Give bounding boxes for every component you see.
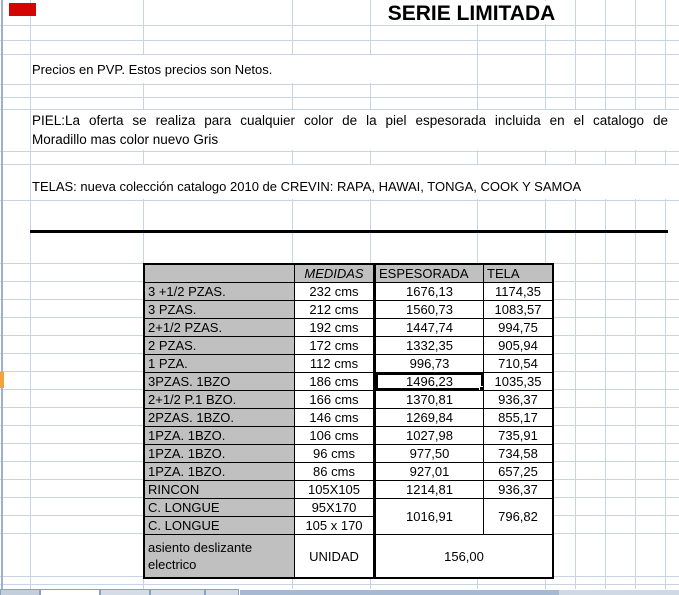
section-divider-line <box>30 230 668 233</box>
gridline <box>30 0 31 589</box>
table-row <box>144 337 553 355</box>
cell-tela[interactable]: 657,25 <box>484 463 554 481</box>
cell-label[interactable]: 3PZAS. 1BZO <box>144 373 295 391</box>
cell-espesorada[interactable]: 977,50 <box>375 445 484 463</box>
cell-espesorada-merged[interactable]: 1016,91 <box>375 499 484 535</box>
table-row <box>144 409 553 427</box>
cell-tela[interactable]: 905,94 <box>484 337 554 355</box>
table-row <box>144 283 553 301</box>
cell-medidas[interactable]: 106 cms <box>295 427 375 445</box>
header-empty[interactable] <box>144 264 295 283</box>
table-row <box>144 355 553 373</box>
cell-tela[interactable]: 855,17 <box>484 409 554 427</box>
cell-medidas[interactable]: 86 cms <box>295 463 375 481</box>
cell-medidas[interactable]: 192 cms <box>295 319 375 337</box>
cell-tela[interactable]: 1083,57 <box>484 301 554 319</box>
cell-tela[interactable]: 994,75 <box>484 319 554 337</box>
cell-medidas[interactable]: 96 cms <box>295 445 375 463</box>
cell-tela[interactable]: 936,37 <box>484 481 554 499</box>
header-espesorada[interactable]: ESPESORADA <box>375 264 484 283</box>
table-row <box>144 535 553 579</box>
cell-medidas[interactable]: 166 cms <box>295 391 375 409</box>
horizontal-scrollbar[interactable] <box>240 590 559 595</box>
sheet-tab[interactable] <box>100 589 150 595</box>
cell-espesorada[interactable]: 1214,81 <box>375 481 484 499</box>
fill-handle[interactable] <box>479 386 484 391</box>
sheet-tab[interactable] <box>0 589 40 595</box>
red-marker <box>9 3 36 16</box>
header-tela[interactable]: TELA <box>484 264 554 283</box>
cell-label[interactable]: asiento deslizante electrico <box>144 535 295 579</box>
cell-medidas[interactable]: 172 cms <box>295 337 375 355</box>
cell-label[interactable]: 2PZAS. 1BZO. <box>144 409 295 427</box>
cell-espesorada[interactable]: 1447,74 <box>375 319 484 337</box>
orange-marker <box>0 372 4 388</box>
gridline <box>575 0 576 589</box>
gridline <box>665 0 666 589</box>
cell-espesorada[interactable]: 1332,35 <box>375 337 484 355</box>
gridline <box>0 97 679 98</box>
cell-label[interactable]: 3 PZAS. <box>144 301 295 319</box>
gridline <box>0 40 679 41</box>
cell-label[interactable]: 1 PZA. <box>144 355 295 373</box>
cell-valor-merged[interactable]: 156,00 <box>375 535 554 579</box>
cell-espesorada[interactable]: 1676,13 <box>375 283 484 301</box>
gridline <box>0 584 679 585</box>
note-telas[interactable]: TELAS: nueva colección catalogo 2010 de CREVIN: RAPA, HAWAI, TONGA, COOK Y SAMOA <box>32 179 582 194</box>
page-title[interactable]: SERIE LIMITADA <box>387 2 556 25</box>
cell-label[interactable]: 3 +1/2 PZAS. <box>144 283 295 301</box>
cell-label[interactable]: 2 PZAS. <box>144 337 295 355</box>
cell-medidas[interactable]: 112 cms <box>295 355 375 373</box>
cell-label[interactable]: C. LONGUE <box>144 517 295 535</box>
selected-cell-border <box>376 373 483 390</box>
table-row <box>144 373 553 391</box>
cell-medidas[interactable]: 95X170 <box>295 499 375 517</box>
cell-espesorada[interactable]: 1560,73 <box>375 301 484 319</box>
table-row <box>144 427 553 445</box>
note-precios[interactable]: Precios en PVP. Estos precios son Netos. <box>32 62 273 77</box>
cell-espesorada[interactable]: 927,01 <box>375 463 484 481</box>
cell-tela[interactable]: 936,37 <box>484 391 554 409</box>
cell-label[interactable]: 2+1/2 P.1 BZO. <box>144 391 295 409</box>
sheet-tab[interactable] <box>40 589 100 595</box>
cell-medidas[interactable]: 212 cms <box>295 301 375 319</box>
cell-espesorada-selected[interactable] <box>375 373 484 391</box>
sheet-tab[interactable] <box>150 589 205 595</box>
horizontal-scrollbar-track[interactable] <box>559 590 679 595</box>
gridline <box>635 0 636 589</box>
table-row <box>144 499 553 517</box>
sheet-tab[interactable] <box>205 589 239 595</box>
table-row <box>144 319 553 337</box>
note-piel-line2: Moradillo mas color nuevo Gris <box>32 132 219 147</box>
cell-espesorada[interactable]: 1027,98 <box>375 427 484 445</box>
cell-tela[interactable]: 734,58 <box>484 445 554 463</box>
gridline <box>0 84 679 85</box>
gridline <box>0 25 679 26</box>
cell-label[interactable]: 1PZA. 1BZO. <box>144 445 295 463</box>
header-medidas[interactable]: MEDIDAS <box>295 264 375 283</box>
table-row <box>144 481 553 499</box>
table-row <box>144 463 553 481</box>
table-header-row <box>144 264 553 283</box>
cell-espesorada[interactable]: 1370,81 <box>375 391 484 409</box>
cell-label[interactable]: 1PZA. 1BZO. <box>144 463 295 481</box>
cell-tela[interactable]: 1035,35 <box>484 373 554 391</box>
cell-tela[interactable]: 1174,35 <box>484 283 554 301</box>
gridline <box>0 151 679 152</box>
note-piel[interactable] <box>32 111 668 149</box>
cell-label[interactable]: 2+1/2 PZAS. <box>144 319 295 337</box>
gridline <box>605 0 606 589</box>
cell-espesorada[interactable]: 996,73 <box>375 355 484 373</box>
cell-medidas[interactable]: 186 cms <box>295 373 375 391</box>
gridline <box>0 200 679 201</box>
cell-medidas[interactable]: 105X105 <box>295 481 375 499</box>
table-row <box>144 391 553 409</box>
table-row <box>144 301 553 319</box>
selected-cell-value: 1496,23 <box>406 373 453 389</box>
cell-tela-merged[interactable]: 796,82 <box>484 499 554 535</box>
cell-label[interactable]: RINCON <box>144 481 295 499</box>
cell-medidas[interactable]: UNIDAD <box>295 535 375 579</box>
cell-medidas[interactable]: 232 cms <box>295 283 375 301</box>
cell-medidas[interactable]: 146 cms <box>295 409 375 427</box>
cell-tela[interactable]: 735,91 <box>484 427 554 445</box>
price-table <box>143 263 554 579</box>
cell-label[interactable]: C. LONGUE <box>144 499 295 517</box>
cell-tela[interactable]: 710,54 <box>484 355 554 373</box>
cell-medidas[interactable]: 105 x 170 <box>295 517 375 535</box>
cell-espesorada[interactable]: 1269,84 <box>375 409 484 427</box>
sheet-left-edge <box>1 0 3 589</box>
cell-label[interactable]: 1PZA. 1BZO. <box>144 427 295 445</box>
note-piel-line1: PIEL:La oferta se realiza para cualquier color de la piel espesorada incluida en el catalogo de <box>32 113 668 128</box>
table-row <box>144 445 553 463</box>
